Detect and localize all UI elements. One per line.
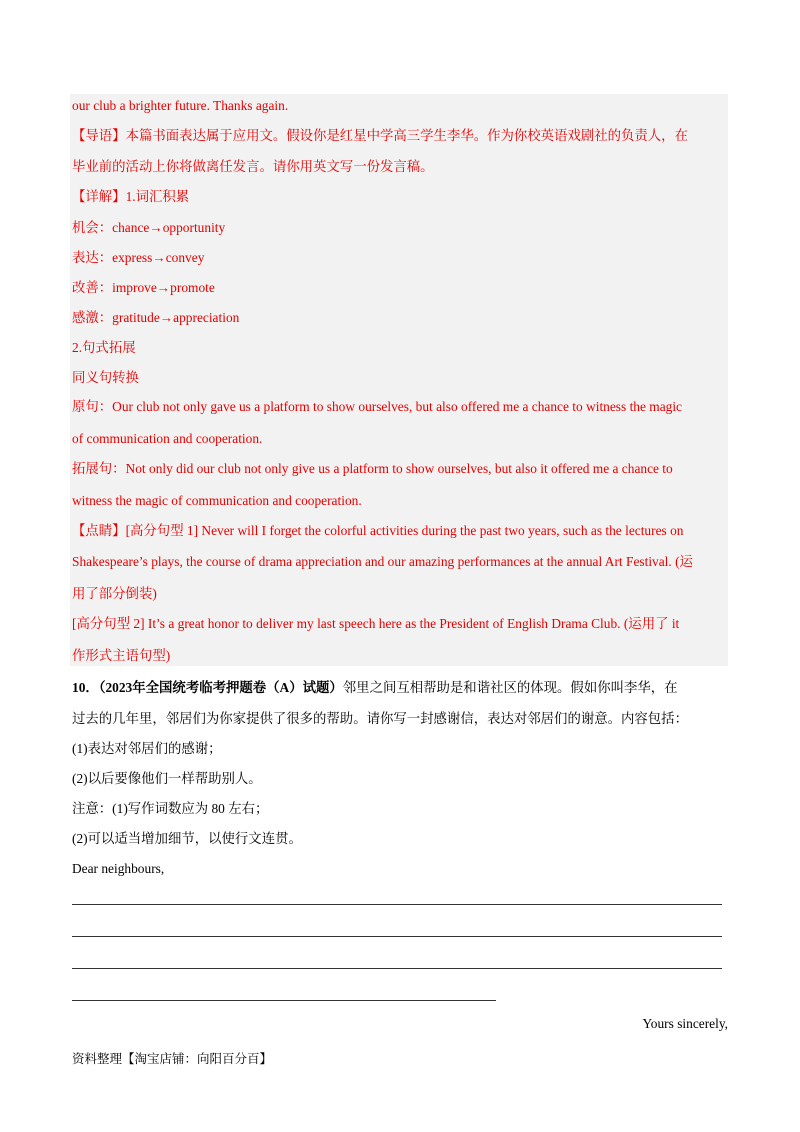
- question-line-1: [72, 679, 678, 697]
- letter-closing: Yours sincerely,: [642, 1016, 728, 1031]
- daoxie-label: 【导语】: [72, 128, 126, 143]
- answer-writing-line: [72, 968, 722, 969]
- sentence-title: 2.句式拓展: [72, 340, 136, 355]
- vocab-item: 表达：express→convey: [72, 250, 205, 265]
- tip-line-1: [72, 522, 683, 540]
- question-point-1: (1)表达对邻居们的感谢；: [72, 741, 222, 756]
- footer-source: 资料整理【淘宝店铺：向阳百分百】: [72, 1052, 273, 1066]
- question-source: （2023年全国统考临考押题卷（A）试题）: [98, 680, 343, 695]
- tip-line-4: [高分句型 2] It’s a great honor to deliver my last speech here as the President of English Drama Club. (运用了 it: [72, 616, 680, 631]
- answer-writing-line: [72, 904, 722, 905]
- tip-line-3: 用了部分倒装): [72, 586, 157, 601]
- answer-line-1: our club a brighter future. Thanks again.: [72, 98, 289, 113]
- question-note-1: 注意：(1)写作词数应为 80 左右；: [72, 801, 269, 816]
- question-number: 10．: [72, 680, 99, 695]
- question-note-2: (2)可以适当增加细节，以使行文连贯。: [72, 831, 302, 846]
- question-prompt-1: 邻里之间互相帮助是和谐社区的体现。假如你叫李华，在: [342, 680, 678, 695]
- vocab-item: 感激：gratitude→appreciation: [72, 310, 240, 325]
- answer-writing-line: [72, 936, 722, 937]
- extended-sentence-2: witness the magic of communication and cooperation.: [72, 493, 362, 508]
- tip-line-5: 作形式主语句型): [72, 648, 171, 663]
- question-prompt-2: 过去的几年里，邻居们为你家提供了很多的帮助。请你写一封感谢信，表达对邻居们的谢意。内容包括：: [72, 711, 688, 726]
- answer-analysis-block: [70, 94, 728, 666]
- synonym-title: 同义句转换: [72, 370, 139, 385]
- question-point-2: (2)以后要像他们一样帮助别人。: [72, 771, 262, 786]
- extended-sentence-1: 拓展句：Not only did our club not only give us a platform to show ourselves, but also it offered me a chance to: [72, 461, 673, 476]
- tip-line-2: Shakespeare’s plays, the course of drama appreciation and our amazing performances at the annual Art Festival. (运: [72, 554, 693, 569]
- tip-label: 【点睛】: [72, 523, 126, 538]
- daoxie-text-1: 本篇书面表达属于应用文。假设你是红星中学高三学生李华。作为你校英语戏剧社的负责人，在: [125, 128, 688, 143]
- original-sentence-2: of communication and cooperation.: [72, 431, 263, 446]
- daoxie-text-2: 毕业前的活动上你将做离任发言。请你用英文写一份发言稿。: [72, 159, 434, 174]
- answer-writing-line: [72, 1000, 496, 1001]
- original-sentence-1: 原句：Our club not only gave us a platform to show ourselves, but also offered me a chance to witness the magic: [72, 399, 682, 414]
- detail-title: 1.词汇积累: [125, 189, 190, 204]
- vocab-item: 改善：improve→promote: [72, 280, 215, 295]
- vocab-item: 机会：chance→opportunity: [72, 220, 226, 235]
- detail-line: [72, 188, 189, 206]
- tip-text-1: [高分句型 1] Never will I forget the colorful activities during the past two years, such as the lectures on: [125, 523, 684, 538]
- letter-salutation: Dear neighbours,: [72, 861, 165, 876]
- detail-label: 【详解】: [72, 189, 126, 204]
- daoxie-line-1: [72, 127, 688, 145]
